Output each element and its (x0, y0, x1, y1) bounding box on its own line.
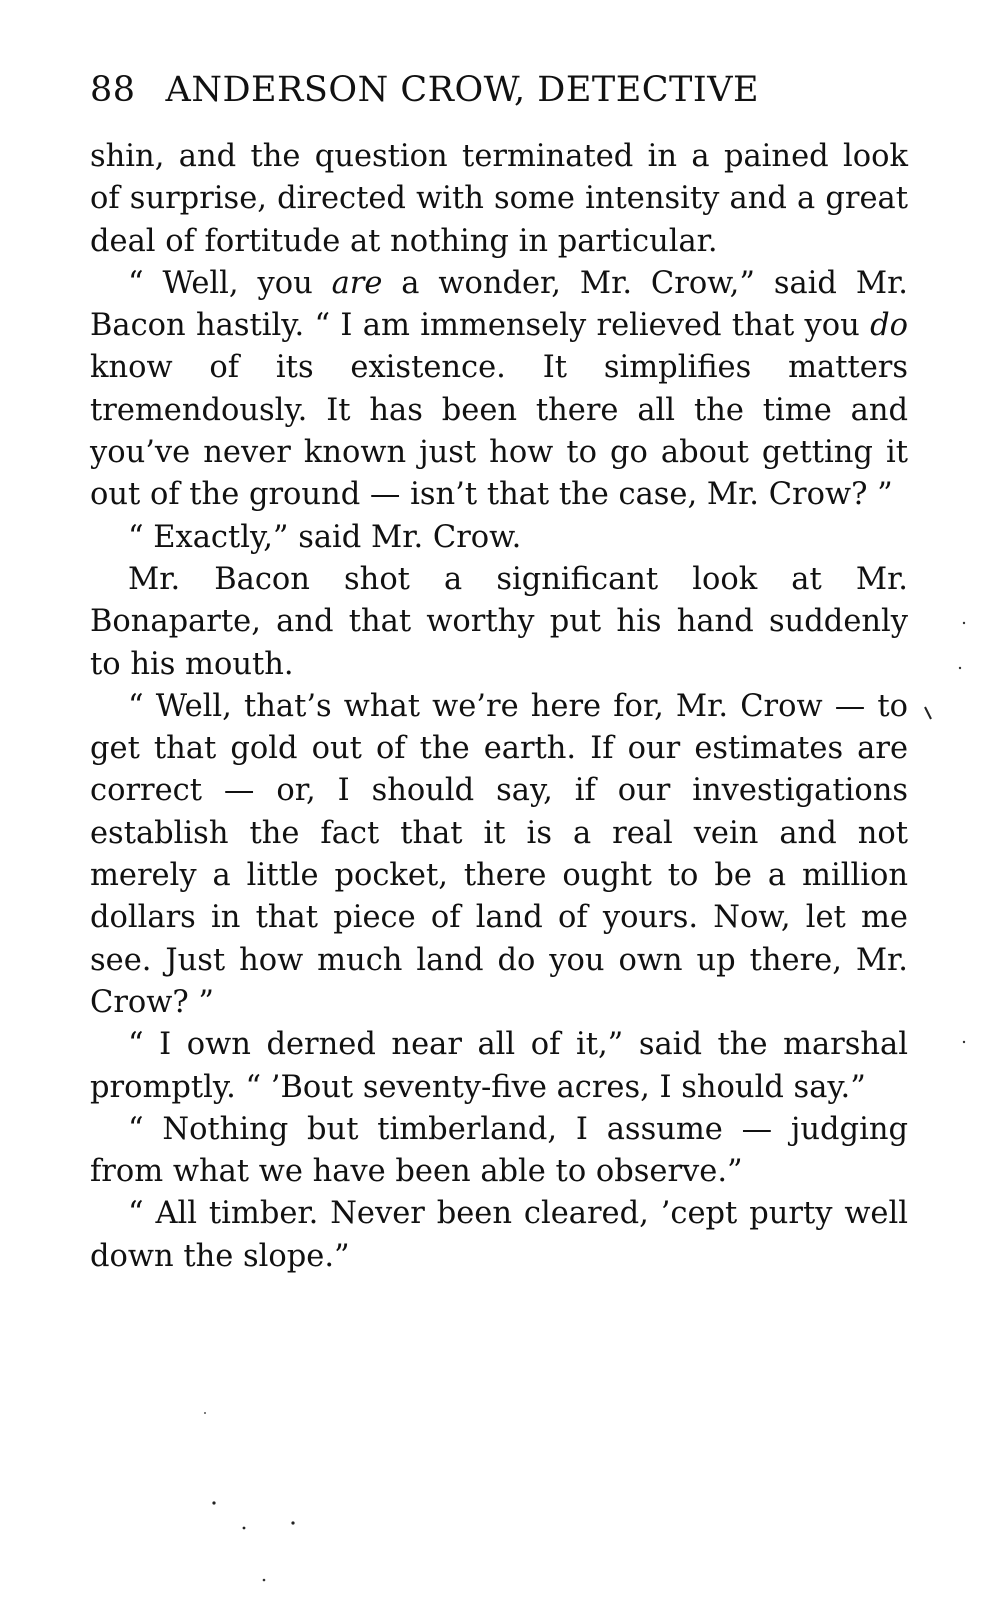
paragraph: “ Well, that’s what we’re here for, Mr. Crow — to get that gold out of the earth. If our estimates are correct — or, I should say, if our investigations establish the fact that it is a real vein and not merely a little pocket, there ought to be a million dollars in that piece of land of yours. Now, let me see. Just how much land do you own up there, Mr. Crow? ” (90, 688, 908, 1020)
italic-text: are (331, 265, 383, 301)
italic-text: do (870, 308, 908, 344)
running-title: ANDERSON CROW, DETECTIVE (165, 70, 760, 110)
paragraph: “ All timber. Never been cleared, ’cept purty well down the slope.” (90, 1196, 908, 1274)
paragraph-text: know of its existence. It simplifies matters tremendously. It has been there all the time and you’ve never known just how to go about getting it out of the ground — isn’t that the case, Mr. Crow? ” (90, 350, 908, 513)
paragraph: “ Exactly,” said Mr. Crow. (128, 519, 522, 555)
paragraph: “ I own derned near all of it,” said the marshal promptly. “ ’Bout seventy-five acres, I should say.” (90, 1027, 908, 1105)
paragraph-text: a wonder, Mr. Crow,” said Mr. Bacon hastily. “ I am immensely relieved that you (90, 265, 908, 344)
page-number: 88 (90, 70, 136, 110)
paragraph: “ Nothing but timberland, I assume — judging from what we have been able to observe.” (90, 1111, 908, 1190)
paragraph: shin, and the question terminated in a pained look of surprise, directed with some intensity and a great deal of fortitude at nothing in particular. (90, 139, 908, 259)
paragraph: Mr. Bacon shot a significant look at Mr. Bonaparte, and that worthy put his hand suddenly to his mouth. (90, 561, 908, 682)
paragraph-text: “ Well, you (128, 265, 332, 301)
